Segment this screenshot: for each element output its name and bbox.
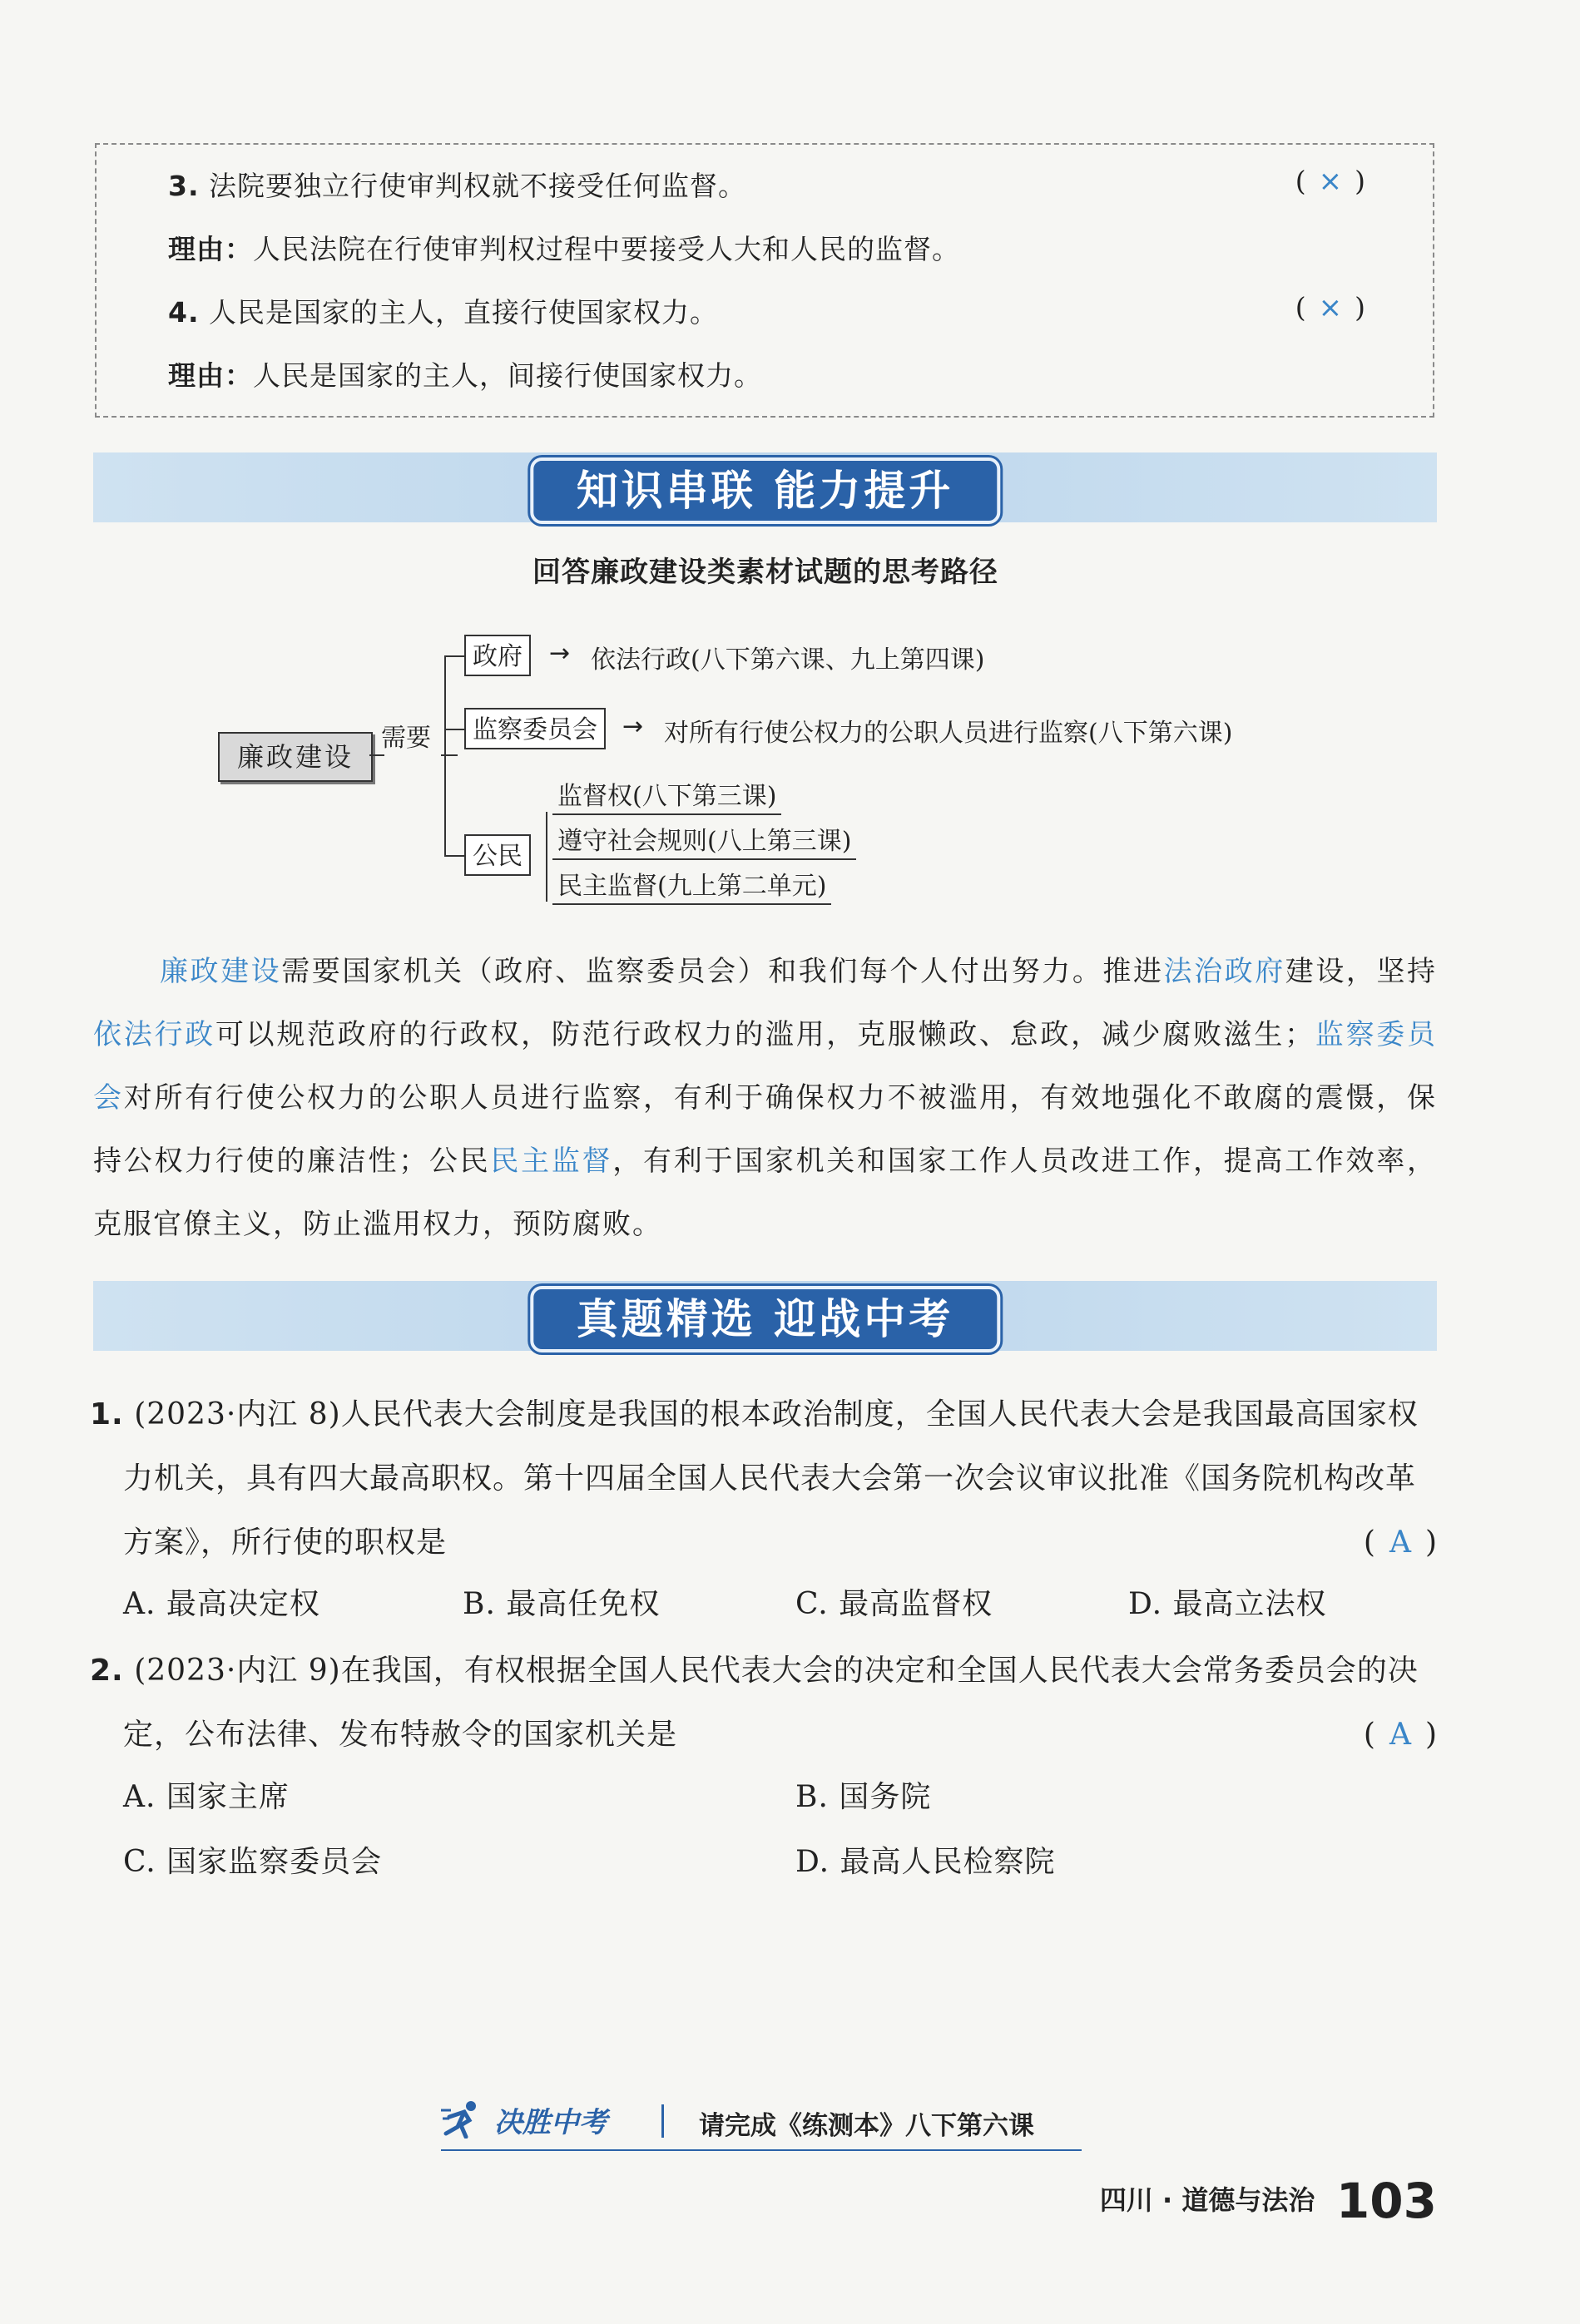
summary-paragraph: [93, 940, 1437, 1256]
reason-label: 理由：: [168, 359, 253, 392]
section-title: 知识串联 能力提升: [530, 457, 1000, 524]
judgment-statement: 人民是国家的主人，直接行使国家权力。: [209, 296, 718, 329]
option-d[interactable]: D. 最高立法权: [1128, 1587, 1327, 1621]
paragraph-text: 对所有行使公权力的公职人员进行监察，有利于确保权力不被滥用，有效地强化不敢腐的震慑，保持公权力行使的廉洁性；公民: [93, 1081, 1438, 1178]
page-footer: [1100, 2173, 1437, 2229]
judgment-number: 3.: [168, 170, 200, 202]
question-stem: 人民代表大会制度是我国的根本政治制度，全国人民代表大会是我国最高国家权力机关，具有四大最高职权。第十四届全国人民代表大会第一次会议审议批准《国务院机构改革方案》，所行使的职权是: [123, 1397, 1419, 1560]
arrow-icon: →: [622, 712, 644, 741]
page-number: 103: [1335, 2173, 1437, 2229]
node-citizen: 公民: [464, 834, 531, 876]
citizen-item: 监督权(八下第三课): [552, 775, 781, 815]
footer-tip: 请完成《练测本》八下第六课: [699, 2111, 1034, 2141]
footer-divider: [661, 2104, 664, 2138]
answer-bracket: ( A ): [1363, 1718, 1438, 1752]
judgment-4: [168, 291, 1366, 330]
runner-icon: [441, 2100, 484, 2139]
option-b[interactable]: B. 国务院: [795, 1780, 932, 1814]
judgment-box: [95, 143, 1434, 418]
judgment-statement: 法院要独立行使审判权就不接受任何监督。: [209, 170, 746, 202]
wrong-mark-icon: ×: [1318, 165, 1344, 198]
highlighted-term: 法治政府: [1163, 955, 1285, 988]
option-c[interactable]: C. 最高监督权: [795, 1587, 993, 1621]
subject-label: 四川 · 道德与法治: [1099, 2184, 1315, 2216]
judgment-4-reason: [168, 354, 762, 393]
node-government: 政府: [464, 635, 531, 676]
brand-logo-text: 决胜中考: [493, 2106, 607, 2139]
section-banner-knowledge: [93, 452, 1437, 522]
question-stem: 在我国，有权根据全国人民代表大会的决定和全国人民代表大会常务委员会的决定，公布法律、发布特赦令的国家机关是: [123, 1654, 1419, 1752]
judgment-number: 4.: [168, 296, 200, 329]
paragraph-text: 可以规范政府的行政权，防范行政权力的滥用，克服懒政、怠政，减少腐败滋生；: [215, 1018, 1315, 1051]
citizen-item: 民主监督(九上第二单元): [552, 865, 831, 905]
question-source: (2023·内江 8): [134, 1397, 341, 1431]
diagram-title: 回答廉政建设类素材试题的思考路径: [532, 556, 998, 589]
paragraph-text: 需要国家机关（政府、监察委员会）和我们每个人付出努力。推进: [281, 955, 1164, 988]
option-b[interactable]: B. 最高任免权: [463, 1587, 661, 1621]
section-title: 真题精选 迎战中考: [530, 1286, 1000, 1352]
answer-letter: A: [1389, 1525, 1412, 1560]
option-d[interactable]: D. 最高人民检察院: [795, 1845, 1056, 1879]
answer-letter: A: [1389, 1718, 1412, 1752]
option-a[interactable]: A. 最高决定权: [123, 1587, 320, 1621]
bracket-line: [444, 655, 446, 855]
judgment-answer: ( × ): [1295, 291, 1366, 324]
judgment-answer: ( × ): [1295, 165, 1366, 198]
reason-text: 人民是国家的主人，间接行使国家权力。: [253, 359, 762, 392]
paragraph-text: 建设，坚持: [1285, 955, 1438, 988]
arrow-icon: →: [549, 639, 571, 668]
link-label: 需要: [381, 724, 431, 753]
question-2: [90, 1639, 1438, 1767]
wrong-mark-icon: ×: [1318, 291, 1344, 324]
question-number: 2.: [90, 1654, 124, 1688]
highlighted-term: 依法行政: [93, 1018, 215, 1051]
citizen-item: 遵守社会规则(八上第三课): [552, 820, 856, 860]
answer-bracket: ( A ): [1363, 1525, 1438, 1560]
option-a[interactable]: A. 国家主席: [123, 1780, 290, 1814]
section-banner-exam: [93, 1281, 1437, 1351]
question-number: 1.: [90, 1397, 124, 1431]
reason-text: 人民法院在行使审判权过程中要接受人大和人民的监督。: [253, 233, 960, 265]
highlighted-term: 廉政建设: [160, 955, 282, 988]
reason-label: 理由：: [168, 233, 253, 265]
judgment-3-reason: [168, 228, 960, 267]
branch-text: 依法行政(八下第六课、九上第四课): [591, 645, 985, 675]
judgment-3: [168, 165, 1366, 204]
branch-text: 对所有行使公权力的公职人员进行监察(八下第六课): [664, 719, 1233, 748]
question-source: (2023·内江 9): [134, 1654, 341, 1688]
question-1: [90, 1382, 1438, 1575]
brand-logo: [441, 2099, 607, 2140]
root-node: 廉政建设: [218, 732, 373, 782]
highlighted-term: 监察委员会: [93, 1018, 1438, 1115]
option-c[interactable]: C. 国家监察委员会: [123, 1845, 383, 1879]
footer-underline: [441, 2149, 1082, 2151]
node-supervision-commission: 监察委员会: [464, 708, 606, 749]
highlighted-term: 民主监督: [490, 1145, 613, 1178]
paragraph-text: ，有利于国家机关和国家工作人员改进工作，提高工作效率，克服官僚主义，防止滥用权力，预防腐败。: [93, 1145, 1438, 1241]
